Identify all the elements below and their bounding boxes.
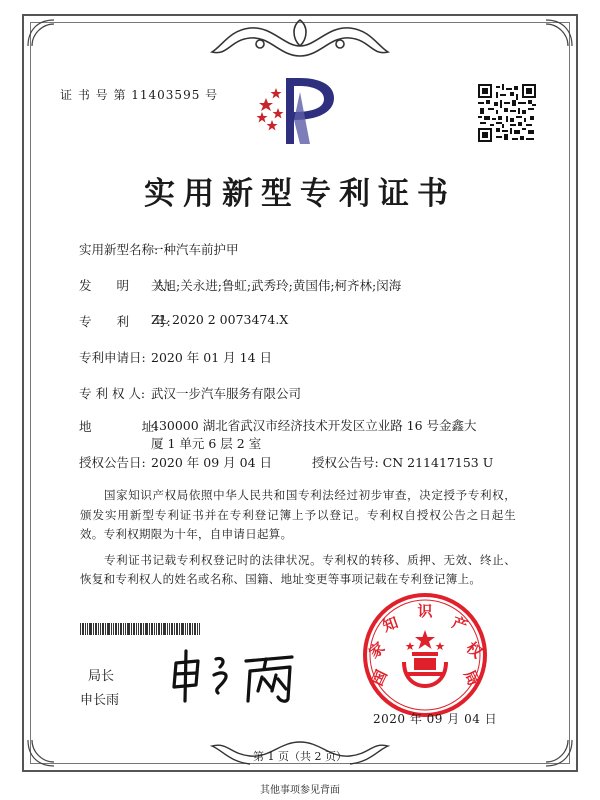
- signature-icon: [168, 645, 308, 705]
- certificate-number: 证 书 号 第 11403595 号: [60, 88, 219, 102]
- field-value: 武汉一步汽车服务有限公司: [151, 386, 302, 401]
- field-label: 地 址:: [79, 419, 159, 434]
- field-row-grant-date: [79, 453, 493, 471]
- field-label: 专 利 权 人:: [79, 386, 146, 401]
- svg-text:局: 局: [460, 667, 483, 689]
- field-value: 2020 年 01 月 14 日: [151, 350, 272, 365]
- svg-text:权: 权: [462, 638, 486, 662]
- body-paragraph-2: 专利证书记载专利权登记时的法律状况。专利权的转移、质押、无效、终止、恢复和专利权人的姓名或名称、国籍、地址变更等事项记载在专利登记簿上。: [80, 552, 516, 586]
- field-row-address: [79, 417, 477, 453]
- field-value: 2020 年 09 月 04 日: [151, 455, 272, 470]
- address-line-2: 厦 1 单元 6 层 2 室: [151, 436, 262, 451]
- back-note: 其他事项参见背面: [260, 785, 340, 796]
- svg-text:国: 国: [368, 667, 391, 689]
- field-label: 专利申请日:: [79, 350, 146, 365]
- barcode-icon: [80, 623, 200, 635]
- page-number: 第 1 页（共 2 页）: [253, 750, 347, 763]
- body-paragraph-1: 国家知识产权局依照中华人民共和国专利法经过初步审查，决定授予专利权，颁发实用新型专利证书并在专利登记簿上予以登记。专利权自授权公告之日起生效。专利权期限为十年，自申请日起算。: [80, 488, 516, 541]
- director-title: 局长: [88, 669, 115, 684]
- field-row-application-date: [79, 348, 272, 366]
- field-value: 一种汽车前护甲: [151, 242, 239, 257]
- field-label: 专 利 号:: [79, 314, 171, 329]
- cnipa-logo-icon: [248, 72, 348, 152]
- certificate-title: 实用新型专利证书: [144, 176, 456, 212]
- field-label: 授权公告日:: [79, 455, 146, 470]
- field-value: [151, 417, 477, 453]
- director-name: 申长雨: [80, 693, 120, 708]
- announcement-value: CN 211417153 U: [382, 455, 494, 470]
- svg-text:知: 知: [380, 613, 401, 636]
- field-label: 实用新型名称:: [79, 242, 159, 257]
- seal-date: 2020 年 09 月 04 日: [373, 712, 498, 726]
- field-row-patent-number: [79, 312, 288, 330]
- field-row-name: [79, 240, 239, 258]
- certificate-body: [80, 486, 516, 596]
- address-line-1: 430000 湖北省武汉市经济技术开发区立业路 16 号金鑫大: [151, 418, 477, 433]
- field-value: 关旭;关永进;鲁虹;武秀玲;黄国伟;柯齐林;闵海: [151, 278, 402, 293]
- corner-ornament-icon: [26, 18, 56, 48]
- top-ornament-icon: [200, 16, 400, 66]
- announcement-label: 授权公告号:: [311, 455, 379, 470]
- field-label: 发 明 人:: [79, 278, 171, 293]
- svg-text:家: 家: [365, 638, 389, 662]
- field-row-inventors: [79, 276, 401, 294]
- qr-code-icon: [478, 84, 536, 142]
- svg-text:产: 产: [449, 613, 470, 636]
- field-value: ZL 2020 2 0073474.X: [151, 312, 289, 327]
- corner-ornament-icon: [544, 18, 574, 48]
- official-seal-icon: [362, 592, 488, 718]
- svg-text:识: 识: [417, 602, 433, 620]
- field-row-patentee: [79, 384, 301, 402]
